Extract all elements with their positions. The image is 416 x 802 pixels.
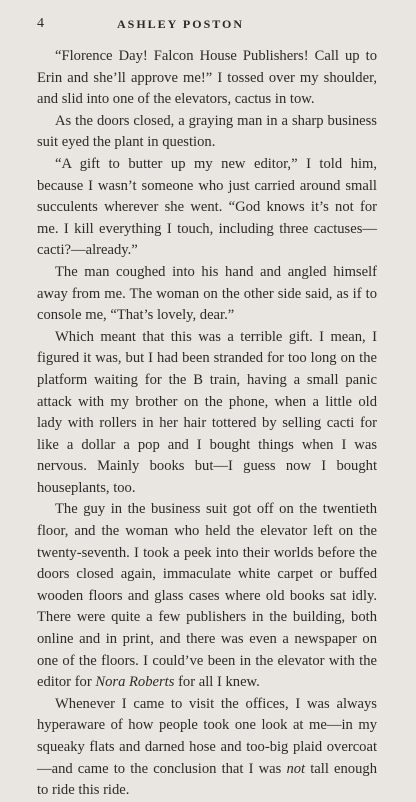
paragraph-text: “A gift to butter up my new editor,” I told him, because I wasn’t someone who just carried around small succulents wherever she went. “God knows it’s not for me. I kill everything I touch, including three cactuses—cacti?—already.” — [37, 155, 377, 259]
paragraph-5 — [37, 327, 377, 500]
italic-title: Nora Roberts — [95, 674, 175, 691]
running-head-author: ASHLEY POSTON — [117, 17, 245, 31]
paragraph-text: The man coughed into his hand and angled himself away from me. The woman on the other side said, as if to console me, “That’s lovely, dear.” — [37, 263, 377, 324]
paragraph-3 — [37, 154, 377, 262]
paragraph-text: for all I knew. — [174, 674, 260, 691]
paragraph-text: Which meant that this was a terrible gift. I mean, I figured it was, but I had been stranded for too long on the platform waiting for the B train, having a small panic attack with my brother on the phone, when a little old lady with rollers in her hair tottered by selling cacti for like a dollar a pop and I bought things when I was nervous. Mainly books but—I guess now I bought houseplants, too. — [37, 328, 377, 496]
paragraph-text: “Florence Day! Falcon House Publishers! Call up to Erin and she’ll approve me!” I tossed over my shoulder, and slid into one of the elevators, cactus in tow. — [37, 48, 377, 108]
running-head — [37, 16, 379, 34]
paragraph-2 — [37, 111, 377, 154]
italic-emphasis: not — [286, 760, 306, 777]
paragraph-4 — [37, 262, 377, 327]
paragraph-text: As the doors closed, a graying man in a sharp business suit eyed the plant in question. — [37, 112, 377, 151]
paragraph-text: tall enough to ride this ride. — [37, 760, 377, 799]
page-number: 4 — [37, 16, 45, 31]
paragraph-text: Whenever I came to visit the offices, I was always hyperaware of how people took one look at me—in my squeaky flats and darned hose and too-big plaid overcoat—and came to the conclusion that I was — [37, 695, 377, 777]
paragraph-1 — [37, 46, 377, 111]
body-text — [37, 46, 377, 802]
paragraph-7 — [37, 694, 377, 802]
paragraph-6 — [37, 499, 377, 693]
paragraph-text: The guy in the business suit got off on the twentieth floor, and the woman who held the elevator left on the twenty-seventh. I took a peek into their worlds before the doors closed again, immaculate white carpet or buffed wooden floors and glass cases where old books sat idly. There were quite a few publishers in the building, both online and in print, and there was even a newspaper on one of the floors. I could’ve been in the elevator with the editor for — [37, 501, 377, 691]
